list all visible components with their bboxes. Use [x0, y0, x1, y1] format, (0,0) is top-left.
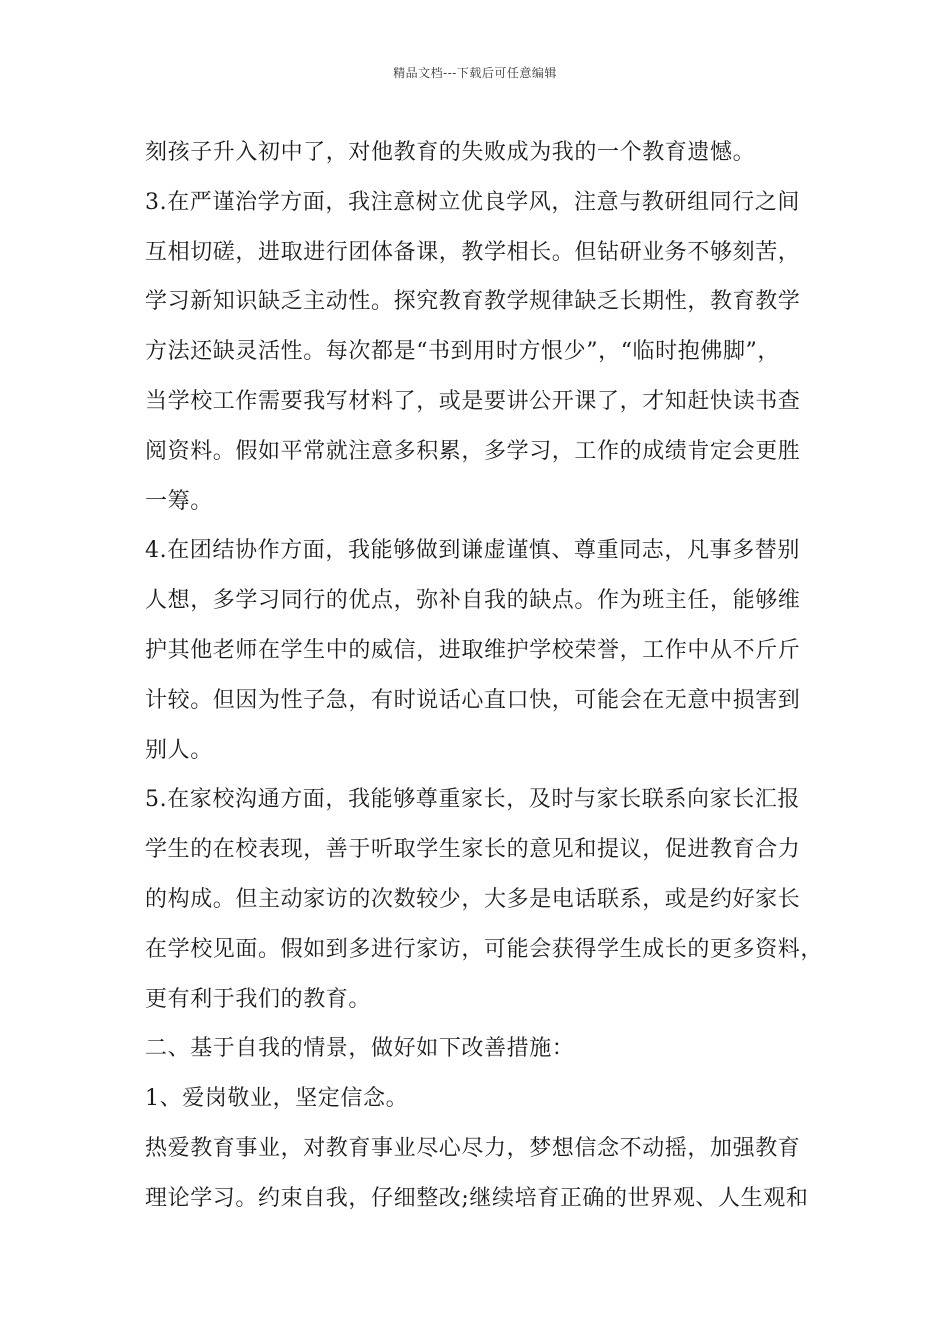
page-header: 精品文档---下载后可任意编辑 — [393, 66, 557, 80]
text-line: 学习新知识缺乏主动性。探究教育教学规律缺乏长期性，教育教学 — [145, 289, 801, 315]
text-line: 5.在家校沟通方面，我能够尊重家长，及时与家长联系向家长汇报 — [145, 787, 800, 813]
subsection-heading: 1、爱岗敬业，坚定信念。 — [145, 1086, 409, 1112]
text-line: 在学校见面。假如到多进行家访，可能会获得学生成长的更多资料， — [145, 936, 824, 962]
text-line: 4.在团结协作方面，我能够做到谦虚谨慎、尊重同志，凡事多替别 — [145, 538, 800, 564]
text-line: 热爱教育事业，对教育事业尽心尽力，梦想信念不动摇，加强教育 — [145, 1135, 801, 1161]
text-line: 更有利于我们的教育。 — [145, 986, 372, 1012]
text-line: 学生的在校表现，善于听取学生家长的意见和提议，促进教育合力 — [145, 837, 801, 863]
text-line: 人想，多学习同行的优点，弥补自我的缺点。作为班主任，能够维 — [145, 588, 801, 614]
text-line: 理论学习。约束自我，仔细整改;继续培育正确的世界观、人生观和 — [145, 1185, 809, 1211]
text-line: 的构成。但主动家访的次数较少，大多是电话联系，或是约好家长 — [145, 886, 801, 912]
text-line: 当学校工作需要我写材料了，或是要讲公开课了，才知赶快读书查 — [145, 388, 801, 414]
document-body — [145, 128, 825, 1224]
text-line: 互相切磋，进取进行团体备课，教学相长。但钻研业务不够刻苦， — [145, 239, 801, 265]
text-line: 阅资料。假如平常就注意多积累，多学习，工作的成绩肯定会更胜 — [145, 438, 801, 464]
text-line: 一筹。 — [145, 488, 213, 514]
text-line: 3.在严谨治学方面，我注意树立优良学风，注意与教研组同行之间 — [145, 189, 800, 215]
text-line: 刻孩子升入初中了，对他教育的失败成为我的一个教育遗憾。 — [145, 140, 756, 165]
text-line: 护其他老师在学生中的威信，进取维护学校荣誉，工作中从不斤斤 — [145, 637, 801, 663]
text-line: 方法还缺灵活性。每次都是“书到用时方恨少”，“临时抱佛脚”， — [145, 339, 780, 365]
text-line: 计较。但因为性子急，有时说话心直口快，可能会在无意中损害到 — [145, 687, 801, 713]
text-line: 别人。 — [145, 737, 213, 763]
section-heading: 二、基于自我的情景，做好如下改善措施： — [145, 1036, 575, 1062]
